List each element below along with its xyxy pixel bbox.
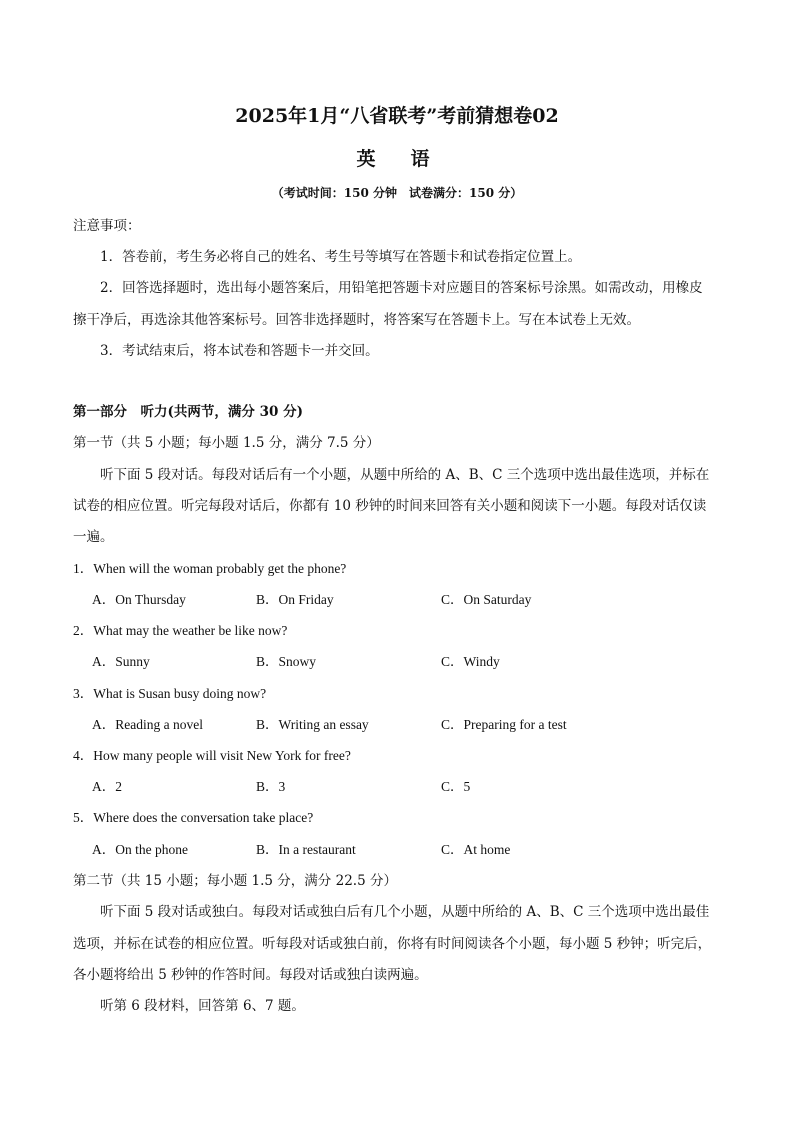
- question-4-option-a: A．2: [92, 779, 122, 794]
- notice-item-3: 3．考试结束后，将本试卷和答题卡一并交回。: [100, 343, 379, 359]
- section2-instruction-line-1: 听下面 5 段对话或独白。每段对话或独白后有几个小题，从题中所给的 A、B、C 三个选项中选出最佳: [100, 904, 710, 920]
- question-1-option-c: C．On Saturday: [441, 592, 532, 607]
- section2-instruction-line-3: 各小题将给出 5 秒钟的作答时间。每段对话或独白读两遍。: [73, 967, 428, 983]
- subject-title: 英 语: [356, 148, 438, 170]
- section1-instruction-line-1: 听下面 5 段对话。每段对话后有一个小题，从题中所给的 A、B、C 三个选项中选出最佳选项，并标在: [100, 467, 710, 483]
- question-2: 2．What may the weather be like now?: [73, 623, 288, 638]
- section1-instruction-line-2: 试卷的相应位置。听完每段对话后，你都有 10 秒钟的时间来回答有关小题和阅读下一小题。每段对话仅读: [73, 498, 707, 514]
- part1-heading: 第一部分 听力(共两节，满分 30 分): [73, 404, 303, 420]
- question-1-option-b: B．On Friday: [256, 592, 334, 607]
- notice-item-2-line-2: 擦干净后，再选涂其他答案标号。回答非选择题时，将答案写在答题卡上。写在本试卷上无效。: [73, 312, 640, 328]
- question-1-option-a: A．On Thursday: [92, 592, 186, 607]
- section1-instruction-line-3: 一遍。: [73, 529, 114, 545]
- exam-info: （考试时间：150 分钟 试卷满分：150 分）: [271, 186, 523, 200]
- question-4-option-b: B．3: [256, 779, 286, 794]
- question-5: 5．Where does the conversation take place?: [73, 810, 314, 825]
- question-3-option-a: A．Reading a novel: [92, 717, 203, 732]
- question-5-option-a: A．On the phone: [92, 842, 188, 857]
- exam-title: 2025年1月“八省联考”考前猜想卷02: [235, 105, 559, 127]
- notice-heading: 注意事项：: [73, 218, 141, 234]
- question-2-option-c: C．Windy: [441, 654, 500, 669]
- notice-item-1: 1．答卷前，考生务必将自己的姓名、考生号等填写在答题卡和试卷指定位置上。: [100, 249, 582, 265]
- question-4: 4．How many people will visit New York for free?: [73, 748, 351, 763]
- question-1: 1．When will the woman probably get the phone?: [73, 561, 347, 576]
- question-2-option-b: B．Snowy: [256, 654, 317, 669]
- section2-heading: 第二节（共 15 小题；每小题 1.5 分，满分 22.5 分）: [73, 873, 397, 889]
- question-4-option-c: C．5: [441, 779, 471, 794]
- question-5-option-c: C．At home: [441, 842, 511, 857]
- question-3-option-c: C．Preparing for a test: [441, 717, 567, 732]
- material-6-instruction: 听第 6 段材料，回答第 6、7 题。: [100, 998, 305, 1014]
- question-3-option-b: B．Writing an essay: [256, 717, 369, 732]
- notice-item-2-line-1: 2．回答选择题时，选出每小题答案后，用铅笔把答题卡对应题目的答案标号涂黑。如需改动，用橡皮: [100, 280, 703, 296]
- section1-heading: 第一节（共 5 小题；每小题 1.5 分，满分 7.5 分）: [73, 435, 380, 451]
- section2-instruction-line-2: 选项，并标在试卷的相应位置。听每段对话或独白前，你将有时间阅读各个小题，每小题 5 秒钟；听完后，: [73, 936, 712, 952]
- question-3: 3．What is Susan busy doing now?: [73, 686, 267, 701]
- question-2-option-a: A．Sunny: [92, 654, 150, 669]
- question-5-option-b: B．In a restaurant: [256, 842, 356, 857]
